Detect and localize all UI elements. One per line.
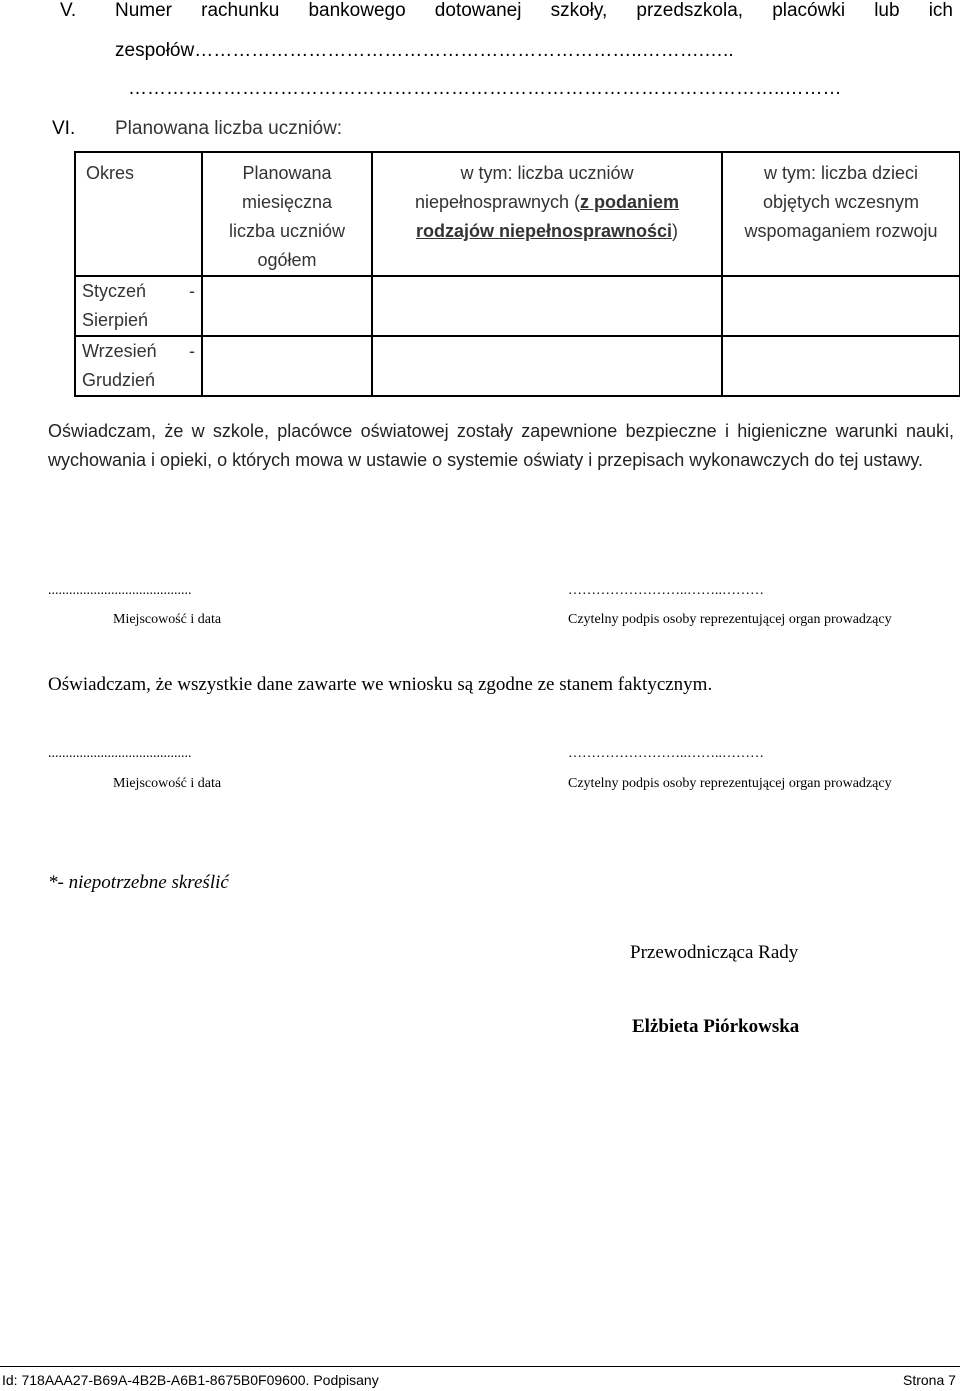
- header-disabled: [372, 152, 722, 276]
- section-v-number: V.: [60, 0, 77, 21]
- section-vi-number: VI.: [52, 118, 76, 139]
- signature-label-1: Czytelny podpis osoby reprezentującej organ prowadzący: [568, 612, 892, 627]
- table-row: [75, 276, 960, 336]
- footer-rule: [0, 1366, 960, 1367]
- declaration-safety: Oświadczam, że w szkole, placówce oświatowej zostały zapewnione bezpieczne i higieniczne warunki nauki, wychowania i opieki, o których mowa w ustawie o systemie oświaty i przepisach wykonawczych do tej ustawy.: [48, 421, 954, 470]
- chair-name: Elżbieta Piórkowska: [632, 1016, 800, 1037]
- total-cell[interactable]: [202, 276, 372, 336]
- chair-title: Przewodnicząca Rady: [630, 942, 799, 963]
- section-v-text-line2: zespołów……………………………………………………………..……….…..: [115, 40, 734, 61]
- table-row: [75, 336, 960, 396]
- period-start: Styczeń: [82, 281, 147, 301]
- section-v-text-line3: …………………………………………………………………………………………..………: [128, 78, 842, 99]
- header-early: w tym: liczba dzieci objętych wczesnym wspomaganiem rozwoju: [722, 152, 960, 276]
- place-date-label-1: Miejscowość i data: [113, 612, 222, 627]
- place-date-label-2: Miejscowość i data: [113, 776, 222, 791]
- section-vi-title: Planowana liczba uczniów:: [115, 118, 343, 139]
- period-cell: [75, 336, 202, 396]
- section-v-text-line1: Numer rachunku bankowego dotowanej szkoły, przedszkola, placówki lub ich: [115, 0, 953, 21]
- declaration-data-accuracy: Oświadczam, że wszystkie dane zawarte we wniosku są zgodne ze stanem faktycznym.: [48, 674, 713, 695]
- signature-label-2: Czytelny podpis osoby reprezentującej organ prowadzący: [568, 776, 892, 791]
- signature-dots-1: ……………………..……..………: [568, 583, 764, 598]
- footer-id: Id: 718AAA27-B69A-4B2B-A6B1-8675B0F09600. Podpisany: [2, 1372, 379, 1388]
- header-disabled-post: ): [672, 221, 679, 241]
- early-cell[interactable]: [722, 336, 960, 396]
- disabled-cell[interactable]: [372, 276, 722, 336]
- period-start: Wrzesień: [82, 341, 157, 361]
- footnote: *- niepotrzebne skreślić: [48, 872, 229, 893]
- disabled-cell[interactable]: [372, 336, 722, 396]
- period-dash: -: [189, 341, 195, 361]
- place-date-dots-1: .........................................: [48, 583, 192, 598]
- period-cell: [75, 276, 202, 336]
- planned-students-table: [74, 151, 960, 397]
- header-disabled-underlined: z podaniem rodzajów niepełnosprawności: [415, 192, 680, 241]
- total-cell[interactable]: [202, 336, 372, 396]
- footer-page: Strona 7: [903, 1372, 956, 1388]
- header-okres: Okres: [75, 152, 202, 276]
- period-end: Sierpień: [82, 310, 149, 330]
- place-date-dots-2: .........................................: [48, 746, 192, 761]
- signature-dots-2: ……………………..……..………: [568, 746, 764, 761]
- table-header-row: [75, 152, 960, 276]
- period-dash: -: [189, 281, 195, 301]
- header-disabled-pre: w tym: liczba uczniów niepełnosprawnych (: [414, 163, 634, 212]
- early-cell[interactable]: [722, 276, 960, 336]
- header-total: Planowana miesięczna liczba uczniów ogółem: [202, 152, 372, 276]
- period-end: Grudzień: [82, 370, 156, 390]
